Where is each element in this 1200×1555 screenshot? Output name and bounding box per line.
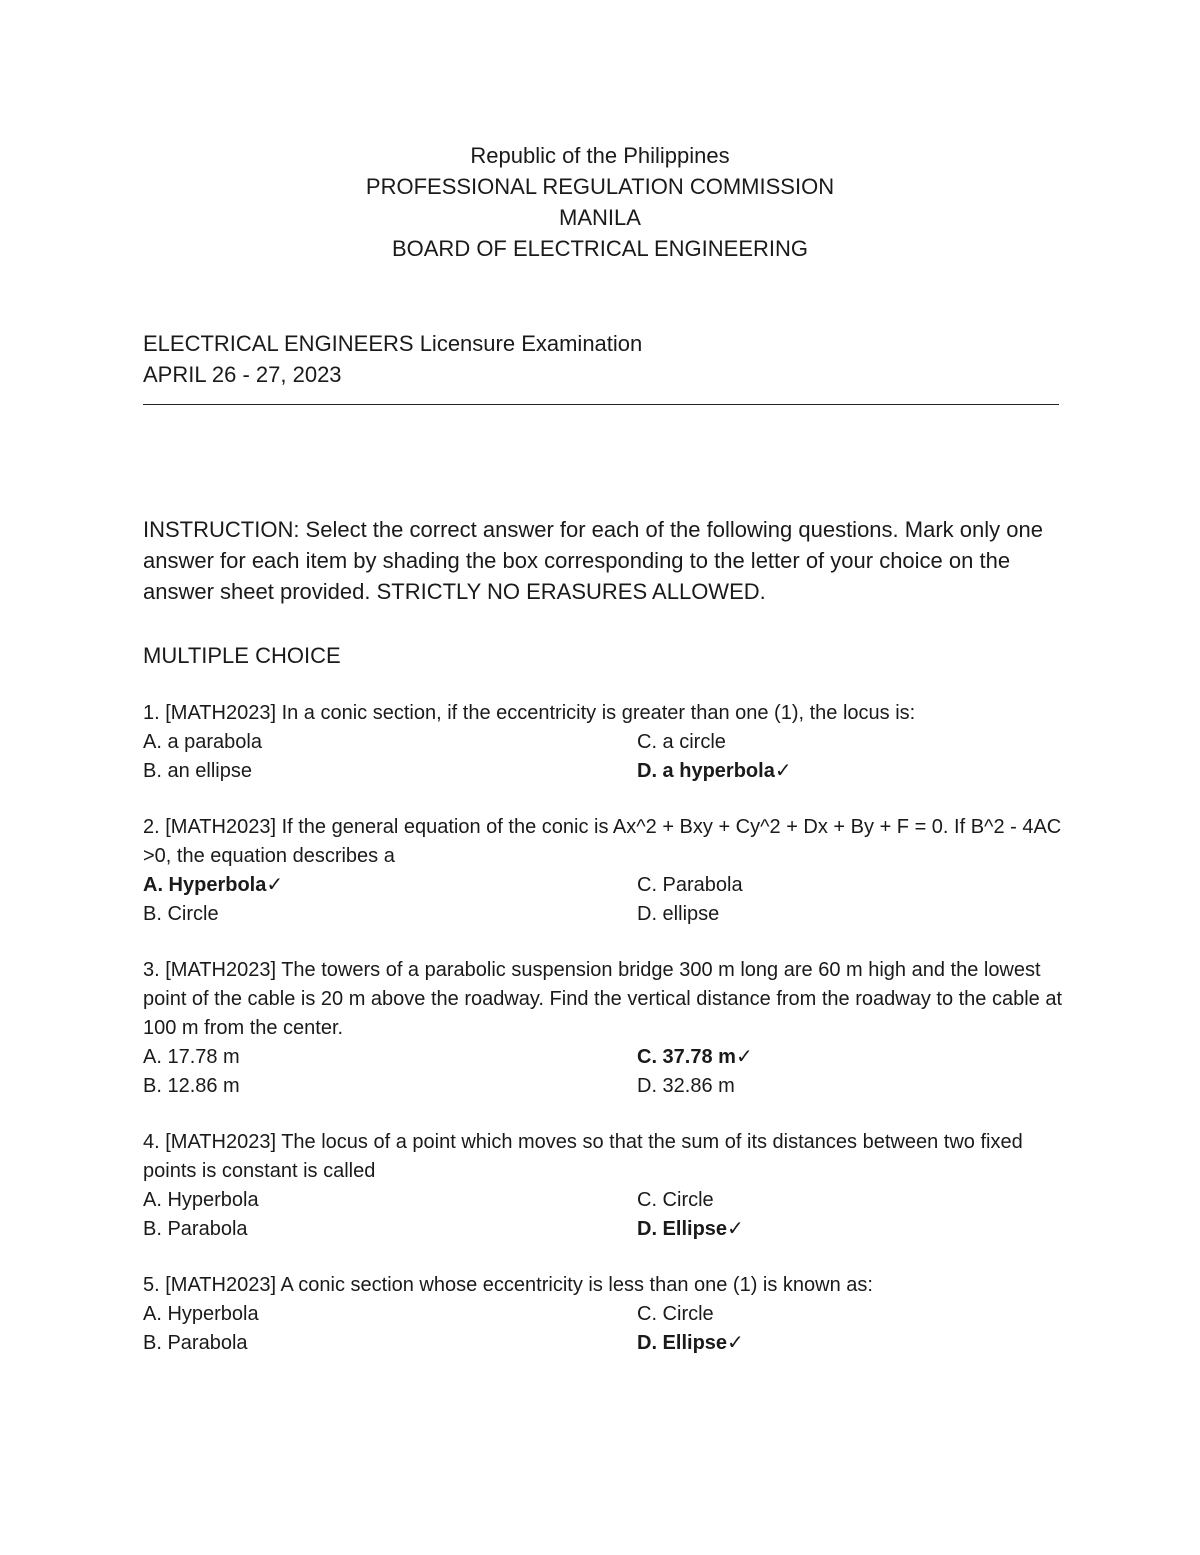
option-label: C. a circle — [637, 731, 726, 753]
option-label: A. 17.78 m — [143, 1046, 240, 1068]
question-text: 1. [MATH2023] In a conic section, if the eccentricity is greater than one (1), the locus is: — [143, 702, 916, 724]
option-label: C. Circle — [637, 1189, 714, 1211]
document-header — [0, 140, 1200, 264]
question-text: 3. [MATH2023] The towers of a parabolic suspension bridge 300 m long are 60 m high and the lowest point of the cable is 20 m above the roadway. Find the vertical distance from the roadway to the cable at 100 m from the center. — [143, 959, 1063, 1039]
question-options — [143, 1300, 1063, 1358]
question-4 — [143, 1128, 1063, 1244]
header-board: BOARD OF ELECTRICAL ENGINEERING — [391, 236, 809, 261]
option-c — [637, 871, 743, 900]
question-2 — [143, 813, 1063, 929]
exam-date: APRIL 26 - 27, 2023 — [143, 362, 342, 387]
option-label: B. Parabola — [143, 1218, 248, 1240]
option-label: A. a parabola — [143, 731, 262, 753]
section-title: MULTIPLE CHOICE — [143, 643, 341, 668]
header-city: MANILA — [559, 205, 641, 230]
option-a — [143, 1043, 240, 1072]
option-c — [637, 1043, 753, 1072]
question-options — [143, 1186, 1063, 1244]
option-b — [143, 757, 252, 786]
option-label: B. an ellipse — [143, 760, 252, 782]
option-label: D. ellipse — [637, 903, 720, 925]
option-label: D. 32.86 m — [637, 1075, 735, 1097]
option-d — [637, 900, 719, 929]
option-label: A. Hyperbola — [143, 874, 267, 896]
header-commission: PROFESSIONAL REGULATION COMMISSION — [365, 174, 835, 199]
question-text: 4. [MATH2023] The locus of a point which moves so that the sum of its distances between two fixed points is constant is called — [143, 1131, 1023, 1182]
option-c — [637, 1186, 714, 1215]
option-label: B. Circle — [143, 903, 219, 925]
question-options — [143, 1043, 1063, 1101]
option-label: C. Parabola — [637, 874, 743, 896]
check-mark-icon: ✓ — [735, 1046, 753, 1068]
header-republic: Republic of the Philippines — [470, 143, 730, 168]
option-label: C. Circle — [637, 1303, 714, 1325]
option-label: C. 37.78 m — [637, 1046, 736, 1068]
exam-info — [143, 328, 642, 390]
option-label: A. Hyperbola — [143, 1303, 259, 1325]
question-1 — [143, 699, 1063, 786]
question-text: 2. [MATH2023] If the general equation of the conic is Ax^2 + Bxy + Cy^2 + Dx + By + F = 0. If B^2 - 4AC >0, the equation describes a — [143, 816, 1062, 867]
option-a — [143, 871, 283, 900]
check-mark-icon: ✓ — [774, 760, 792, 782]
option-a — [143, 1300, 259, 1329]
option-label: B. 12.86 m — [143, 1075, 240, 1097]
option-d — [637, 1329, 744, 1358]
option-b — [143, 1329, 248, 1358]
option-c — [637, 728, 726, 757]
check-mark-icon: ✓ — [266, 874, 284, 896]
option-d — [637, 1215, 744, 1244]
option-c — [637, 1300, 714, 1329]
option-label: D. a hyperbola — [637, 760, 775, 782]
option-d — [637, 1072, 735, 1101]
option-label: B. Parabola — [143, 1332, 248, 1354]
question-5 — [143, 1271, 1063, 1358]
question-options — [143, 871, 1063, 929]
question-options — [143, 728, 1063, 786]
question-3 — [143, 956, 1063, 1101]
option-b — [143, 1215, 248, 1244]
exam-title: ELECTRICAL ENGINEERS Licensure Examination — [143, 331, 643, 356]
option-label: D. Ellipse — [637, 1332, 728, 1354]
option-a — [143, 1186, 259, 1215]
check-mark-icon: ✓ — [727, 1332, 744, 1354]
option-d — [637, 757, 792, 786]
option-a — [143, 728, 262, 757]
question-text: 5. [MATH2023] A conic section whose eccentricity is less than one (1) is known as: — [143, 1274, 873, 1296]
option-b — [143, 1072, 240, 1101]
check-mark-icon: ✓ — [727, 1218, 744, 1240]
header-divider — [143, 404, 1059, 405]
instruction-text: INSTRUCTION: Select the correct answer for each of the following questions. Mark only one answer for each item by shading the box corresponding to the letter of your choice on the answer sheet provided. STRICTLY NO ERASURES ALLOWED. — [143, 517, 1043, 604]
option-label: A. Hyperbola — [143, 1189, 259, 1211]
option-label: D. Ellipse — [637, 1218, 728, 1240]
option-b — [143, 900, 219, 929]
